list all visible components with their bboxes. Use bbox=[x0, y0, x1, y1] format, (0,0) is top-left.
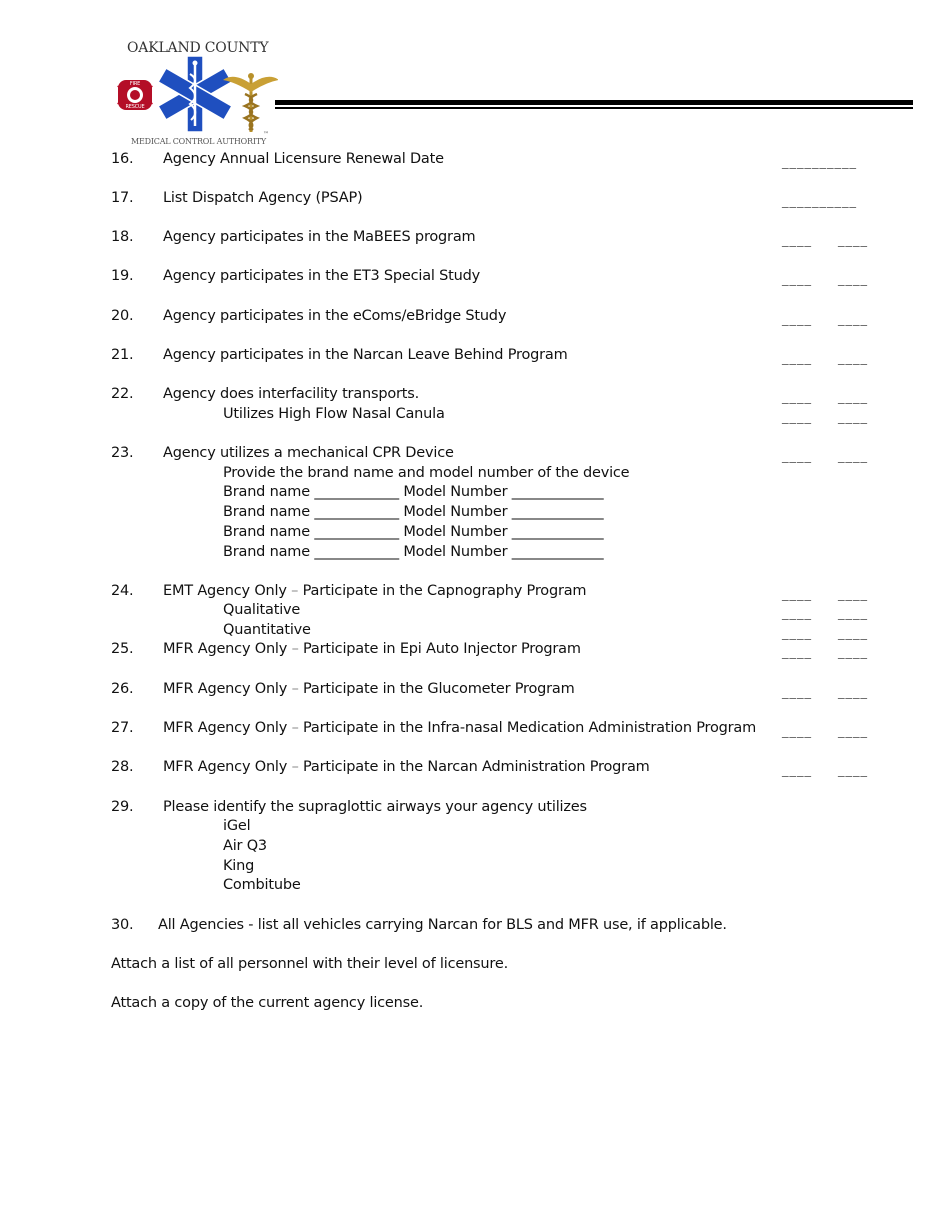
item-25-body: Participate in Epi Auto Injector Program bbox=[298, 641, 581, 657]
item-29-text: Please identify the supraglottic airways your agency utilizes bbox=[163, 799, 587, 815]
item-26-text bbox=[163, 681, 575, 697]
item-23-number: 23. bbox=[111, 445, 134, 461]
item-24-prefix: EMT Agency Only bbox=[163, 583, 292, 599]
item-29-number: 29. bbox=[111, 799, 134, 815]
item-24-qual-no-blank[interactable]: ____ bbox=[838, 606, 868, 621]
item-28-no-blank[interactable]: ____ bbox=[838, 763, 868, 778]
item-22-yes-blank[interactable]: ____ bbox=[782, 390, 812, 405]
item-23-brand-model-line[interactable]: Brand name ____________ Model Number _____________ bbox=[223, 544, 604, 560]
item-23-brand-model-line[interactable]: Brand name ____________ Model Number _____________ bbox=[223, 484, 604, 500]
item-22-hfnc-yes-blank[interactable]: ____ bbox=[782, 410, 812, 425]
item-24-sub-quantitative: Quantitative bbox=[223, 622, 311, 638]
item-21-yes-blank[interactable]: ____ bbox=[782, 351, 812, 366]
item-27-prefix: MFR Agency Only bbox=[163, 720, 292, 736]
attach-license-instruction: Attach a copy of the current agency license. bbox=[111, 995, 424, 1011]
item-21-no-blank[interactable]: ____ bbox=[838, 351, 868, 366]
item-27-dash: – bbox=[291, 720, 299, 736]
header-rule-thin bbox=[275, 107, 913, 109]
item-24-text bbox=[163, 583, 586, 599]
item-23-brand-model-line[interactable]: Brand name ____________ Model Number _____________ bbox=[223, 504, 604, 520]
header-rule-thick bbox=[275, 100, 913, 105]
item-19-yes-blank[interactable]: ____ bbox=[782, 272, 812, 287]
item-28-body: Participate in the Narcan Administration Program bbox=[298, 759, 650, 775]
item-22-number: 22. bbox=[111, 386, 134, 402]
item-23-sub-instruction: Provide the brand name and model number of the device bbox=[223, 465, 630, 481]
item-29-sub-igel: iGel bbox=[223, 818, 251, 834]
fire-rescue-cross-icon bbox=[117, 80, 153, 110]
item-24-quant-no-blank[interactable]: ____ bbox=[838, 626, 868, 641]
item-26-no-blank[interactable]: ____ bbox=[838, 685, 868, 700]
item-22-text: Agency does interfacility transports. bbox=[163, 386, 420, 402]
item-18-yes-blank[interactable]: ____ bbox=[782, 233, 812, 248]
item-27-no-blank[interactable]: ____ bbox=[838, 724, 868, 739]
item-19-number: 19. bbox=[111, 268, 134, 284]
logo-trademark: ™ bbox=[263, 131, 269, 138]
item-22-no-blank[interactable]: ____ bbox=[838, 390, 868, 405]
item-25-text bbox=[163, 641, 581, 657]
item-22-sub-hfnc: Utilizes High Flow Nasal Canula bbox=[223, 406, 445, 422]
oakland-county-mca-logo bbox=[113, 36, 278, 148]
item-27-text bbox=[163, 720, 756, 736]
item-24-number: 24. bbox=[111, 583, 134, 599]
item-21-number: 21. bbox=[111, 347, 134, 363]
logo-top-text: OAKLAND COUNTY bbox=[127, 40, 269, 56]
item-26-dash: – bbox=[291, 681, 299, 697]
badge-word-fire: FIRE bbox=[129, 81, 141, 87]
item-29-sub-combitube: Combitube bbox=[223, 877, 301, 893]
item-20-number: 20. bbox=[111, 308, 134, 324]
item-23-no-blank[interactable]: ____ bbox=[838, 449, 868, 464]
item-28-yes-blank[interactable]: ____ bbox=[782, 763, 812, 778]
item-27-number: 27. bbox=[111, 720, 134, 736]
item-24-body: Participate in the Capnography Program bbox=[298, 583, 587, 599]
item-30-text: All Agencies - list all vehicles carrying Narcan for BLS and MFR use, if applicable. bbox=[158, 917, 727, 933]
caduceus-icon bbox=[223, 73, 278, 132]
item-25-prefix: MFR Agency Only bbox=[163, 641, 292, 657]
item-25-dash: – bbox=[291, 641, 299, 657]
item-26-prefix: MFR Agency Only bbox=[163, 681, 292, 697]
item-16-number: 16. bbox=[111, 151, 134, 167]
badge-word-rescue: RESCUE bbox=[125, 104, 145, 110]
item-28-text bbox=[163, 759, 650, 775]
item-25-number: 25. bbox=[111, 641, 134, 657]
logo-bottom-text: MEDICAL CONTROL AUTHORITY bbox=[131, 137, 267, 146]
item-28-number: 28. bbox=[111, 759, 134, 775]
item-18-no-blank[interactable]: ____ bbox=[838, 233, 868, 248]
item-23-text: Agency utilizes a mechanical CPR Device bbox=[163, 445, 454, 461]
item-23-brand-model-line[interactable]: Brand name ____________ Model Number _____________ bbox=[223, 524, 604, 540]
item-19-no-blank[interactable]: ____ bbox=[838, 272, 868, 287]
item-24-qual-yes-blank[interactable]: ____ bbox=[782, 606, 812, 621]
item-23-yes-blank[interactable]: ____ bbox=[782, 449, 812, 464]
item-27-yes-blank[interactable]: ____ bbox=[782, 724, 812, 739]
item-25-no-blank[interactable]: ____ bbox=[838, 645, 868, 660]
item-29-sub-king: King bbox=[223, 858, 255, 874]
item-17-number: 17. bbox=[111, 190, 134, 206]
item-17-text: List Dispatch Agency (PSAP) bbox=[163, 190, 363, 206]
attach-personnel-instruction: Attach a list of all personnel with their level of licensure. bbox=[111, 956, 508, 972]
item-18-text: Agency participates in the MaBEES program bbox=[163, 229, 476, 245]
item-20-text: Agency participates in the eComs/eBridge Study bbox=[163, 308, 507, 324]
item-19-text: Agency participates in the ET3 Special Study bbox=[163, 268, 481, 284]
item-20-yes-blank[interactable]: ____ bbox=[782, 312, 812, 327]
star-of-life-icon bbox=[158, 56, 232, 132]
item-26-yes-blank[interactable]: ____ bbox=[782, 685, 812, 700]
item-27-body: Participate in the Infra-nasal Medication Administration Program bbox=[298, 720, 757, 736]
item-26-number: 26. bbox=[111, 681, 134, 697]
logo-graphic bbox=[113, 36, 278, 148]
item-30-number: 30. bbox=[111, 917, 134, 933]
item-24-dash: – bbox=[291, 583, 299, 599]
item-24-sub-qualitative: Qualitative bbox=[223, 602, 301, 618]
item-18-number: 18. bbox=[111, 229, 134, 245]
item-26-body: Participate in the Glucometer Program bbox=[298, 681, 575, 697]
item-16-date-blank[interactable]: __________ bbox=[782, 155, 857, 170]
item-21-text: Agency participates in the Narcan Leave Behind Program bbox=[163, 347, 568, 363]
item-17-psap-blank[interactable]: __________ bbox=[782, 194, 857, 209]
item-29-sub-airq3: Air Q3 bbox=[223, 838, 267, 854]
item-28-prefix: MFR Agency Only bbox=[163, 759, 292, 775]
item-20-no-blank[interactable]: ____ bbox=[838, 312, 868, 327]
item-24-yes-blank[interactable]: ____ bbox=[782, 587, 812, 602]
item-24-quant-yes-blank[interactable]: ____ bbox=[782, 626, 812, 641]
item-16-text: Agency Annual Licensure Renewal Date bbox=[163, 151, 444, 167]
item-22-hfnc-no-blank[interactable]: ____ bbox=[838, 410, 868, 425]
item-25-yes-blank[interactable]: ____ bbox=[782, 645, 812, 660]
item-28-dash: – bbox=[291, 759, 299, 775]
item-24-no-blank[interactable]: ____ bbox=[838, 587, 868, 602]
